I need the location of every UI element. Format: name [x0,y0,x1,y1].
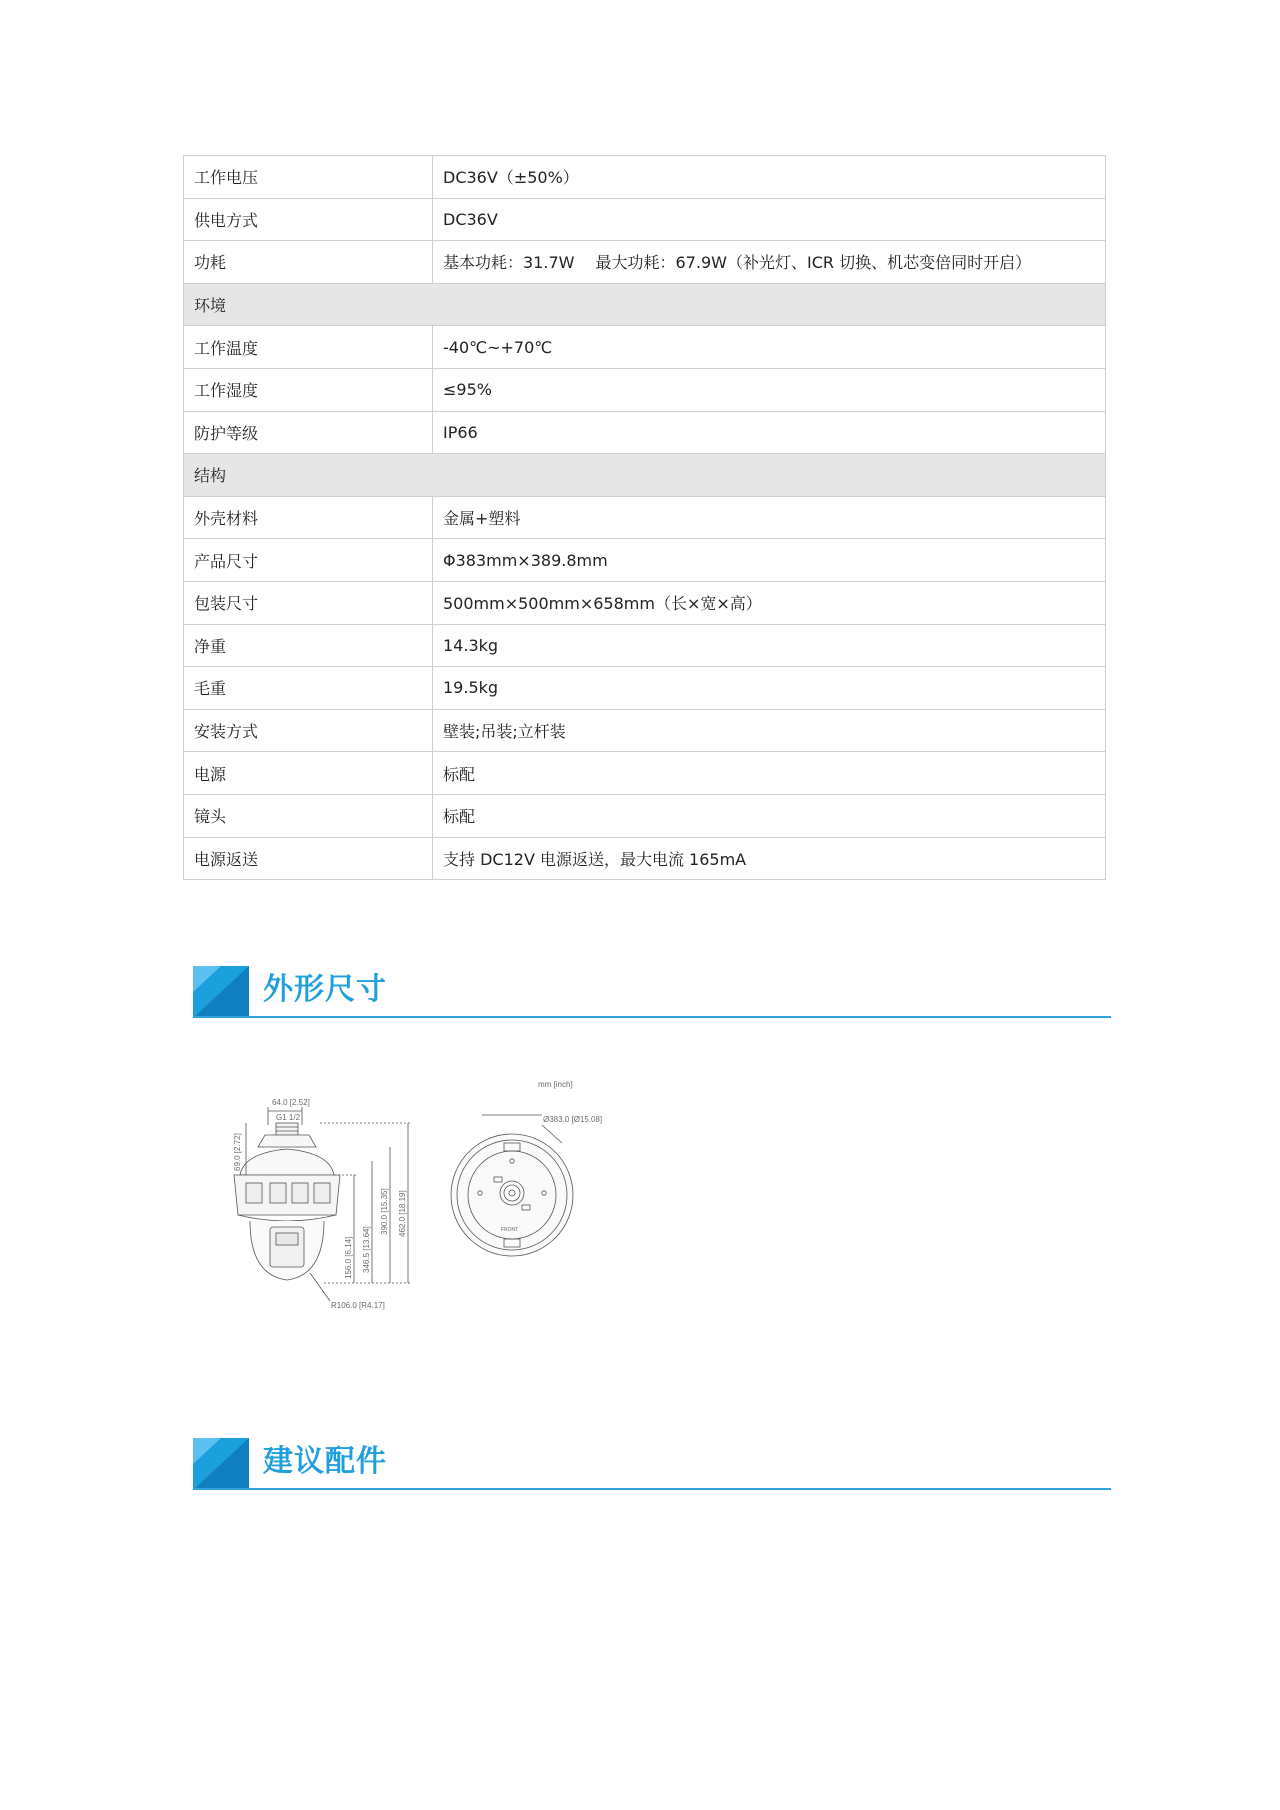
spec-key: 工作电压 [184,156,433,199]
spec-value: 标配 [433,752,1106,795]
spec-key: 包装尺寸 [184,581,433,624]
table-row [184,241,1106,284]
section-label: 结构 [184,454,1106,497]
spec-value: IP66 [433,411,1106,454]
table-row [184,624,1106,667]
table-row [184,794,1106,837]
spec-key: 工作温度 [184,326,433,369]
spec-table [183,155,1106,880]
heading-rule [193,1488,1111,1490]
heading-title: 外形尺寸 [263,972,387,1007]
dim-156: 156.0 [6.14] [344,1236,353,1279]
spec-key: 镜头 [184,794,433,837]
spec-key: 产品尺寸 [184,539,433,582]
spec-value: -40℃~+70℃ [433,326,1106,369]
table-row [184,368,1106,411]
spec-value: ≤95% [433,368,1106,411]
dim-462: 462.0 [18.19] [398,1190,407,1237]
table-row [184,326,1106,369]
top-view [451,1115,573,1256]
spec-value: 金属+塑料 [433,496,1106,539]
dim-radius: R106.0 [R4.17] [331,1301,385,1310]
table-row [184,198,1106,241]
spec-value: 标配 [433,794,1106,837]
spec-key: 安装方式 [184,709,433,752]
spec-key: 功耗 [184,241,433,284]
dim-390: 390.0 [15.35] [380,1188,389,1235]
spec-key: 防护等级 [184,411,433,454]
spec-key: 净重 [184,624,433,667]
dim-diameter: Ø383.0 [Ø15.08] [543,1115,603,1124]
dimension-drawing [220,1075,640,1310]
table-section-row [184,283,1106,326]
heading-mark-icon [193,966,249,1018]
table-row [184,496,1106,539]
table-row [184,581,1106,624]
spec-value: Φ383mm×389.8mm [433,539,1106,582]
section-label: 环境 [184,283,1106,326]
spec-value: 壁装;吊装;立杆装 [433,709,1106,752]
heading-rule [193,1016,1111,1018]
spec-key: 供电方式 [184,198,433,241]
unit-label: mm [inch] [538,1080,573,1089]
spec-value: 支持 DC12V 电源返送，最大电流 165mA [433,837,1106,880]
table-section-row [184,454,1106,497]
spec-key: 外壳材料 [184,496,433,539]
front-label: FRONT [501,1227,519,1233]
dim-thread: G1 1/2 [276,1113,301,1122]
spec-key: 工作湿度 [184,368,433,411]
table-row [184,156,1106,199]
heading-title: 建议配件 [263,1444,387,1479]
dim-thread-width: 64.0 [2.52] [272,1098,310,1107]
spec-value: DC36V [433,198,1106,241]
table-row [184,752,1106,795]
spec-value: 19.5kg [433,667,1106,710]
spec-key: 电源 [184,752,433,795]
heading-mark-icon [193,1438,249,1490]
spec-key: 毛重 [184,667,433,710]
spec-key: 电源返送 [184,837,433,880]
spec-value: 基本功耗：31.7W 最大功耗：67.9W（补光灯、ICR 切换、机芯变倍同时开启） [433,241,1106,284]
dim-346: 346.5 [13.64] [362,1226,371,1273]
section-heading-dimensions [193,960,1111,1016]
table-row [184,411,1106,454]
section-heading-accessories [193,1432,1111,1488]
table-row [184,667,1106,710]
dim-top-height: 69.0 [2.72] [233,1133,242,1171]
spec-value: 14.3kg [433,624,1106,667]
table-row [184,709,1106,752]
spec-value: 500mm×500mm×658mm（长×宽×高） [433,581,1106,624]
table-row [184,539,1106,582]
table-row [184,837,1106,880]
spec-value: DC36V（±50%） [433,156,1106,199]
